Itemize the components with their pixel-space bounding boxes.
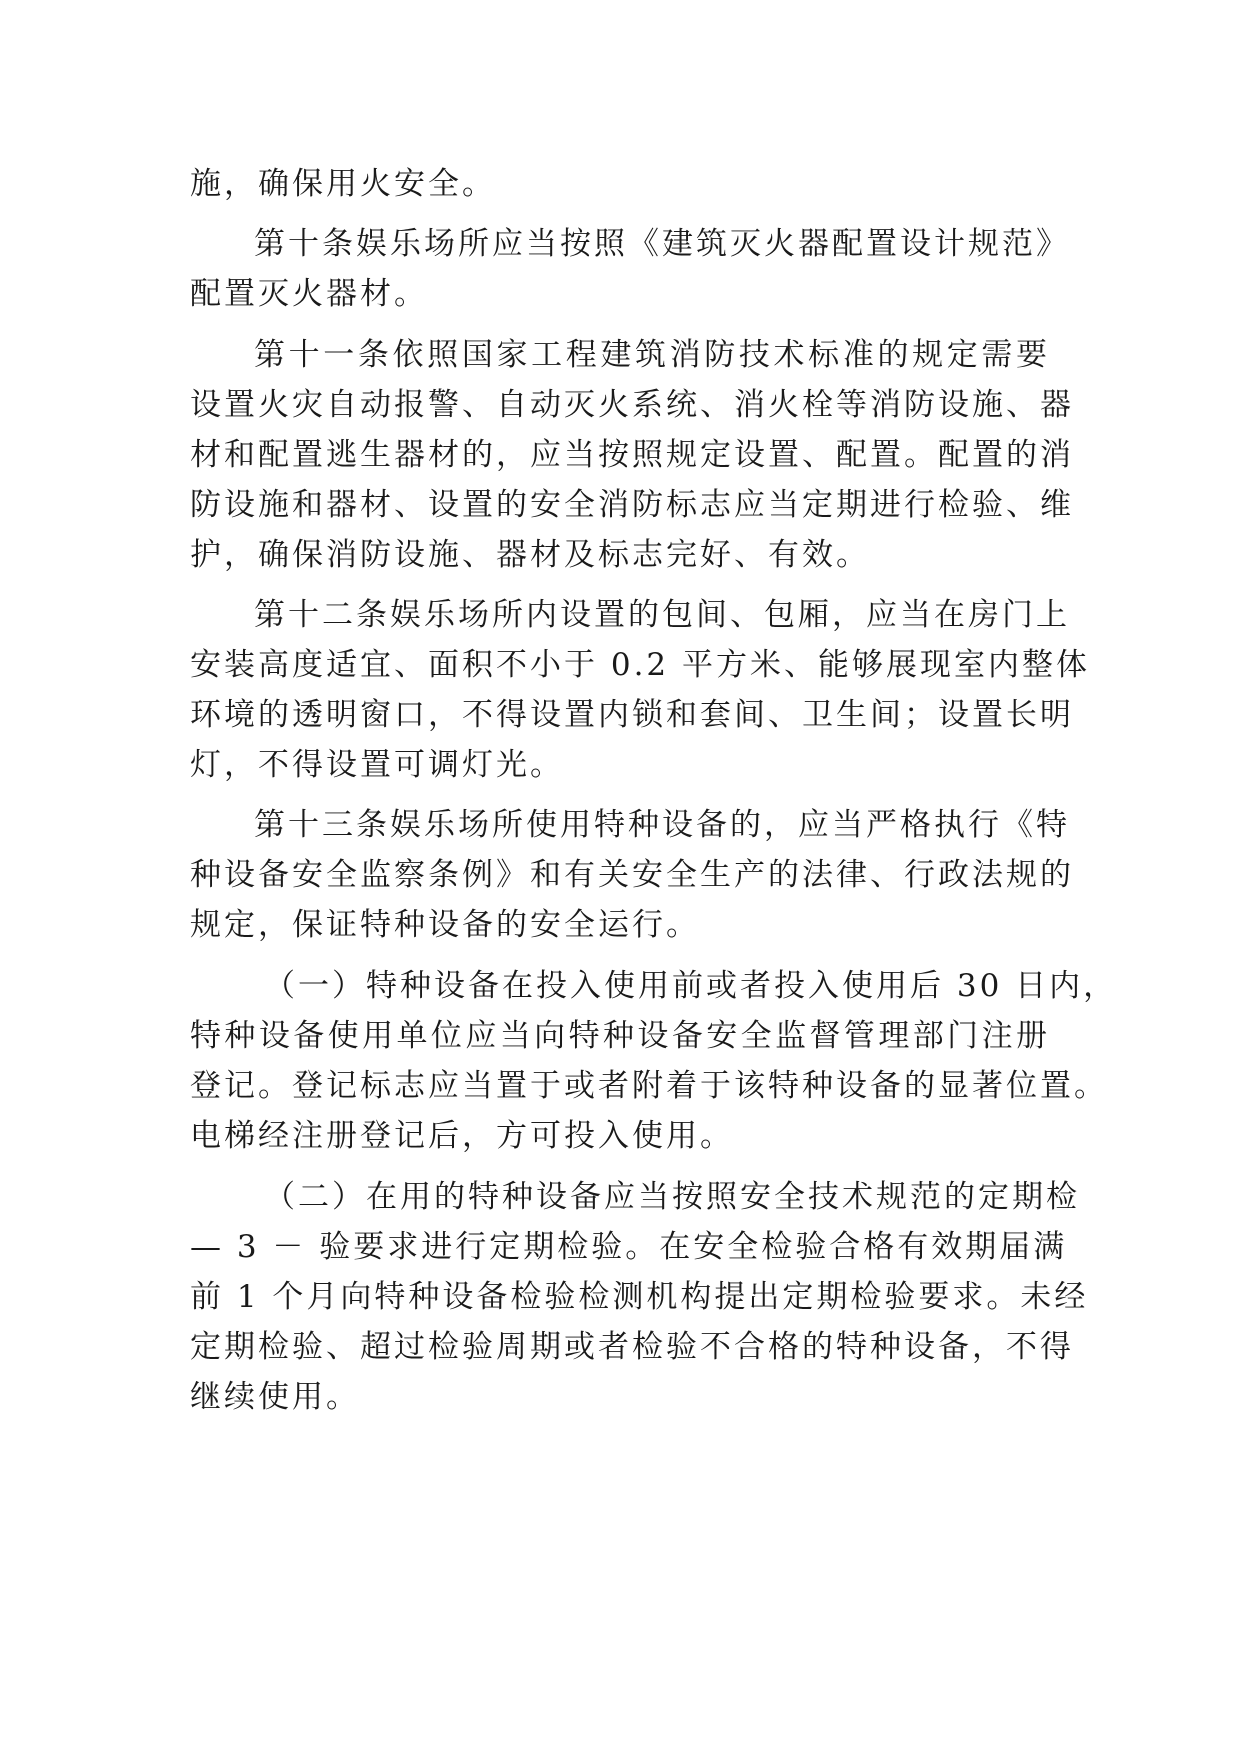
text-line: 第十二条娱乐场所内设置的包间、包厢，应当在房门上: [254, 597, 1070, 633]
text-line: 种设备安全监察条例》和有关安全生产的法律、行政法规的: [190, 857, 1074, 893]
text-line: （一）特种设备在投入使用前或者投入使用后 30 日内，: [264, 968, 1118, 1004]
text-line: （二）在用的特种设备应当按照安全技术规范的定期检: [264, 1179, 1080, 1215]
text-line: 电梯经注册登记后，方可投入使用。: [190, 1118, 734, 1154]
text-line: 配置灭火器材。: [190, 276, 428, 312]
text-line: 防设施和器材、设置的安全消防标志应当定期进行检验、维: [190, 487, 1074, 523]
text-line: 环境的透明窗口，不得设置内锁和套间、卫生间；设置长明: [190, 697, 1074, 733]
text-line: 继续使用。: [190, 1379, 360, 1415]
text-line: 第十条娱乐场所应当按照《建筑灭火器配置设计规范》: [254, 226, 1070, 262]
text-line: 安装高度适宜、面积不小于 0.2 平方米、能够展现室内整体: [190, 647, 1091, 683]
text-line: 前 1 个月向特种设备检验检测机构提出定期检验要求。未经: [190, 1279, 1089, 1315]
text-line: 设置火灾自动报警、自动灭火系统、消火栓等消防设施、器: [190, 387, 1074, 423]
text-fragment: 验要求进行定期检验。在安全检验合格有效期届满: [319, 1229, 1068, 1265]
text-line: 施，确保用火安全。: [190, 166, 496, 202]
text-line: 护，确保消防设施、器材及标志完好、有效。: [190, 537, 870, 573]
text-line: 灯，不得设置可调灯光。: [190, 747, 564, 783]
text-line: 材和配置逃生器材的，应当按照规定设置、配置。配置的消: [190, 437, 1074, 473]
text-line-with-page-number: [190, 1222, 1068, 1272]
text-line: 定期检验、超过检验周期或者检验不合格的特种设备，不得: [190, 1329, 1074, 1365]
text-line: 登记。登记标志应当置于或者附着于该特种设备的显著位置。: [190, 1068, 1108, 1104]
page-number: — 3 －: [190, 1229, 307, 1265]
text-line: 第十三条娱乐场所使用特种设备的，应当严格执行《特: [254, 807, 1070, 843]
text-line: 规定，保证特种设备的安全运行。: [190, 907, 700, 943]
text-line: 特种设备使用单位应当向特种设备安全监督管理部门注册: [190, 1018, 1050, 1054]
text-line: 第十一条依照国家工程建筑消防技术标准的规定需要: [254, 337, 1050, 373]
